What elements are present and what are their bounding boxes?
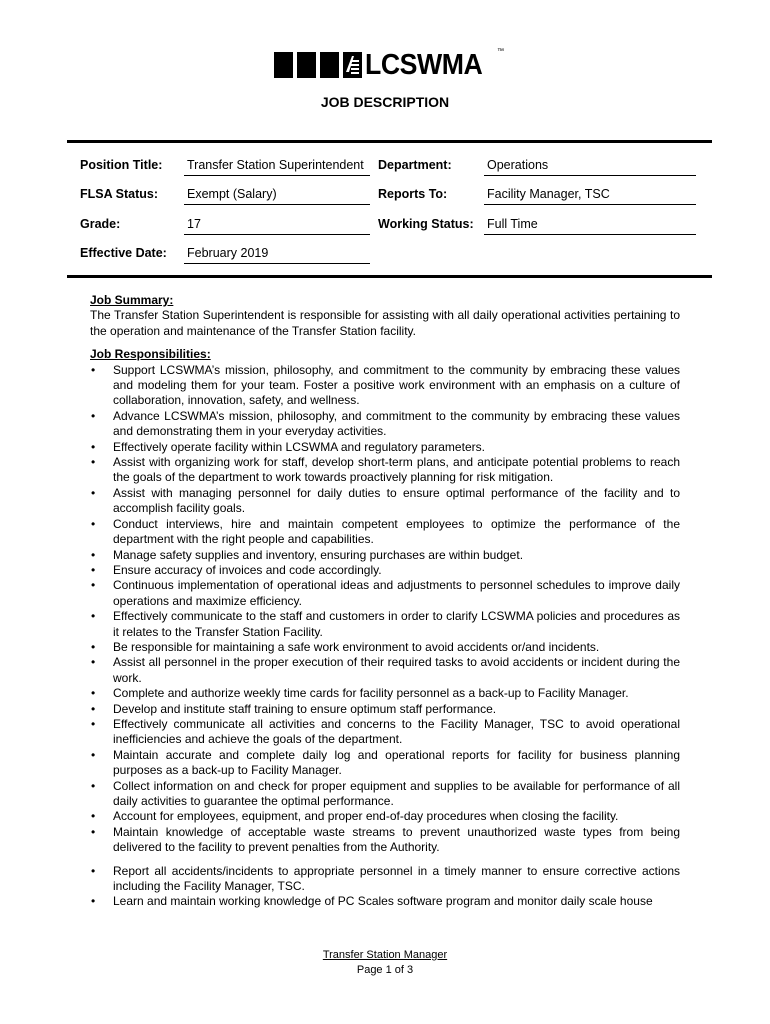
list-item: • Maintain accurate and complete daily log and operational reports for facility for business planning purposes as a back-up to Facility Manager. <box>90 748 680 779</box>
flsa-status-label: FLSA Status: <box>80 187 159 201</box>
list-item: • Ensure accuracy of invoices and code accordingly. <box>90 563 680 578</box>
position-title-value: Transfer Station Superintendent <box>184 158 370 176</box>
list-item: • Continuous implementation of operational ideas and adjustments to personnel schedules to improve daily operations and maximize efficiency. <box>90 578 680 609</box>
effective-date-label: Effective Date: <box>80 246 167 260</box>
effective-date-value: February 2019 <box>184 246 370 264</box>
list-item: • Assist with organizing work for staff, develop short-term plans, and anticipate potential problems to reach the goals of the department to work towards proactively planning for risk mitigation. <box>90 455 680 486</box>
logo-block <box>297 52 316 78</box>
page-footer <box>0 948 770 978</box>
list-item: • Complete and authorize weekly time cards for facility personnel as a back-up to Facility Manager. <box>90 686 680 701</box>
reports-to-value: Facility Manager, TSC <box>484 187 696 205</box>
grade-label: Grade: <box>80 217 121 231</box>
list-item: • Assist with managing personnel for daily duties to ensure optimal performance of the facility and to accomplish facility goals. <box>90 486 680 517</box>
list-item: • Assist all personnel in the proper execution of their required tasks to avoid accidents or incident during the work. <box>90 655 680 686</box>
grade-value: 17 <box>184 217 370 235</box>
list-item: • Effectively operate facility within LCSWMA and regulatory parameters. <box>90 440 680 455</box>
header-divider-bottom <box>67 275 712 278</box>
footer-document-name: Transfer Station Manager <box>322 949 448 961</box>
list-item: • Manage safety supplies and inventory, ensuring purchases are within budget. <box>90 548 680 563</box>
list-item: • Develop and institute staff training to ensure optimum staff performance. <box>90 702 680 717</box>
job-responsibilities-heading: Job Responsibilities: <box>90 347 211 362</box>
header-divider-top <box>67 140 712 143</box>
department-value: Operations <box>484 158 696 176</box>
lcswma-logo <box>274 46 504 81</box>
list-item: • Be responsible for maintaining a safe work environment to avoid accidents or/and incidents. <box>90 640 680 655</box>
list-item: • Report all accidents/incidents to appropriate personnel in a timely manner to ensure corrective actions including the Facility Manager, TSC. <box>90 864 680 895</box>
logo-wordmark: LCSWMA <box>365 49 483 81</box>
working-status-label: Working Status: <box>378 217 474 231</box>
department-label: Department: <box>378 158 452 172</box>
list-item: • Account for employees, equipment, and proper end-of-day procedures when closing the facility. <box>90 809 680 824</box>
logo-block <box>274 52 293 78</box>
list-item: • Maintain knowledge of acceptable waste streams to prevent unauthorized waste types from being delivered to the facility to prevent penalties from the Authority. <box>90 825 680 856</box>
list-item: • Collect information on and check for proper equipment and supplies to be available for performance of all daily activities to guarantee the optimal performance. <box>90 779 680 810</box>
list-item: • Conduct interviews, hire and maintain competent employees to optimize the performance of the department with the right people and capabilities. <box>90 517 680 548</box>
position-title-label: Position Title: <box>80 158 163 172</box>
working-status-value: Full Time <box>484 217 696 235</box>
list-item: • Effectively communicate all activities and concerns to the Facility Manager, TSC to avoid operational inefficiencies and achieve the goals of the department. <box>90 717 680 748</box>
job-summary-heading: Job Summary: <box>90 293 174 307</box>
document-title: JOB DESCRIPTION <box>320 94 450 110</box>
document-body <box>90 293 680 910</box>
footer-page-number: Page 1 of 3 <box>356 964 414 976</box>
list-item: • Support LCSWMA’s mission, philosophy, and commitment to the community by embracing these values and modeling them for your team. Foster a positive work environment with an emphasis on a culture of collaboration, innovation, safety, and wellness. <box>90 363 680 409</box>
list-item: • Learn and maintain working knowledge of PC Scales software program and monitor daily scale house <box>90 894 680 909</box>
logo-block <box>320 52 339 78</box>
responsibilities-list-continued <box>90 864 680 910</box>
list-item: • Advance LCSWMA’s mission, philosophy, and commitment to the community by embracing these values and demonstrating them in your everyday activities. <box>90 409 680 440</box>
list-item: • Effectively communicate to the staff and customers in order to clarify LCSWMA policies and procedures as it relates to the Transfer Station Facility. <box>90 609 680 640</box>
logo-trademark: ™ <box>497 48 504 55</box>
flsa-status-value: Exempt (Salary) <box>184 187 370 205</box>
reports-to-label: Reports To: <box>378 187 448 201</box>
responsibilities-list <box>90 363 680 856</box>
job-summary-text: The Transfer Station Superintendent is responsible for assisting with all daily operational activities pertaining to the operation and maintenance of the Transfer Station facility. <box>90 308 680 338</box>
logo-emblem-icon <box>343 52 362 78</box>
